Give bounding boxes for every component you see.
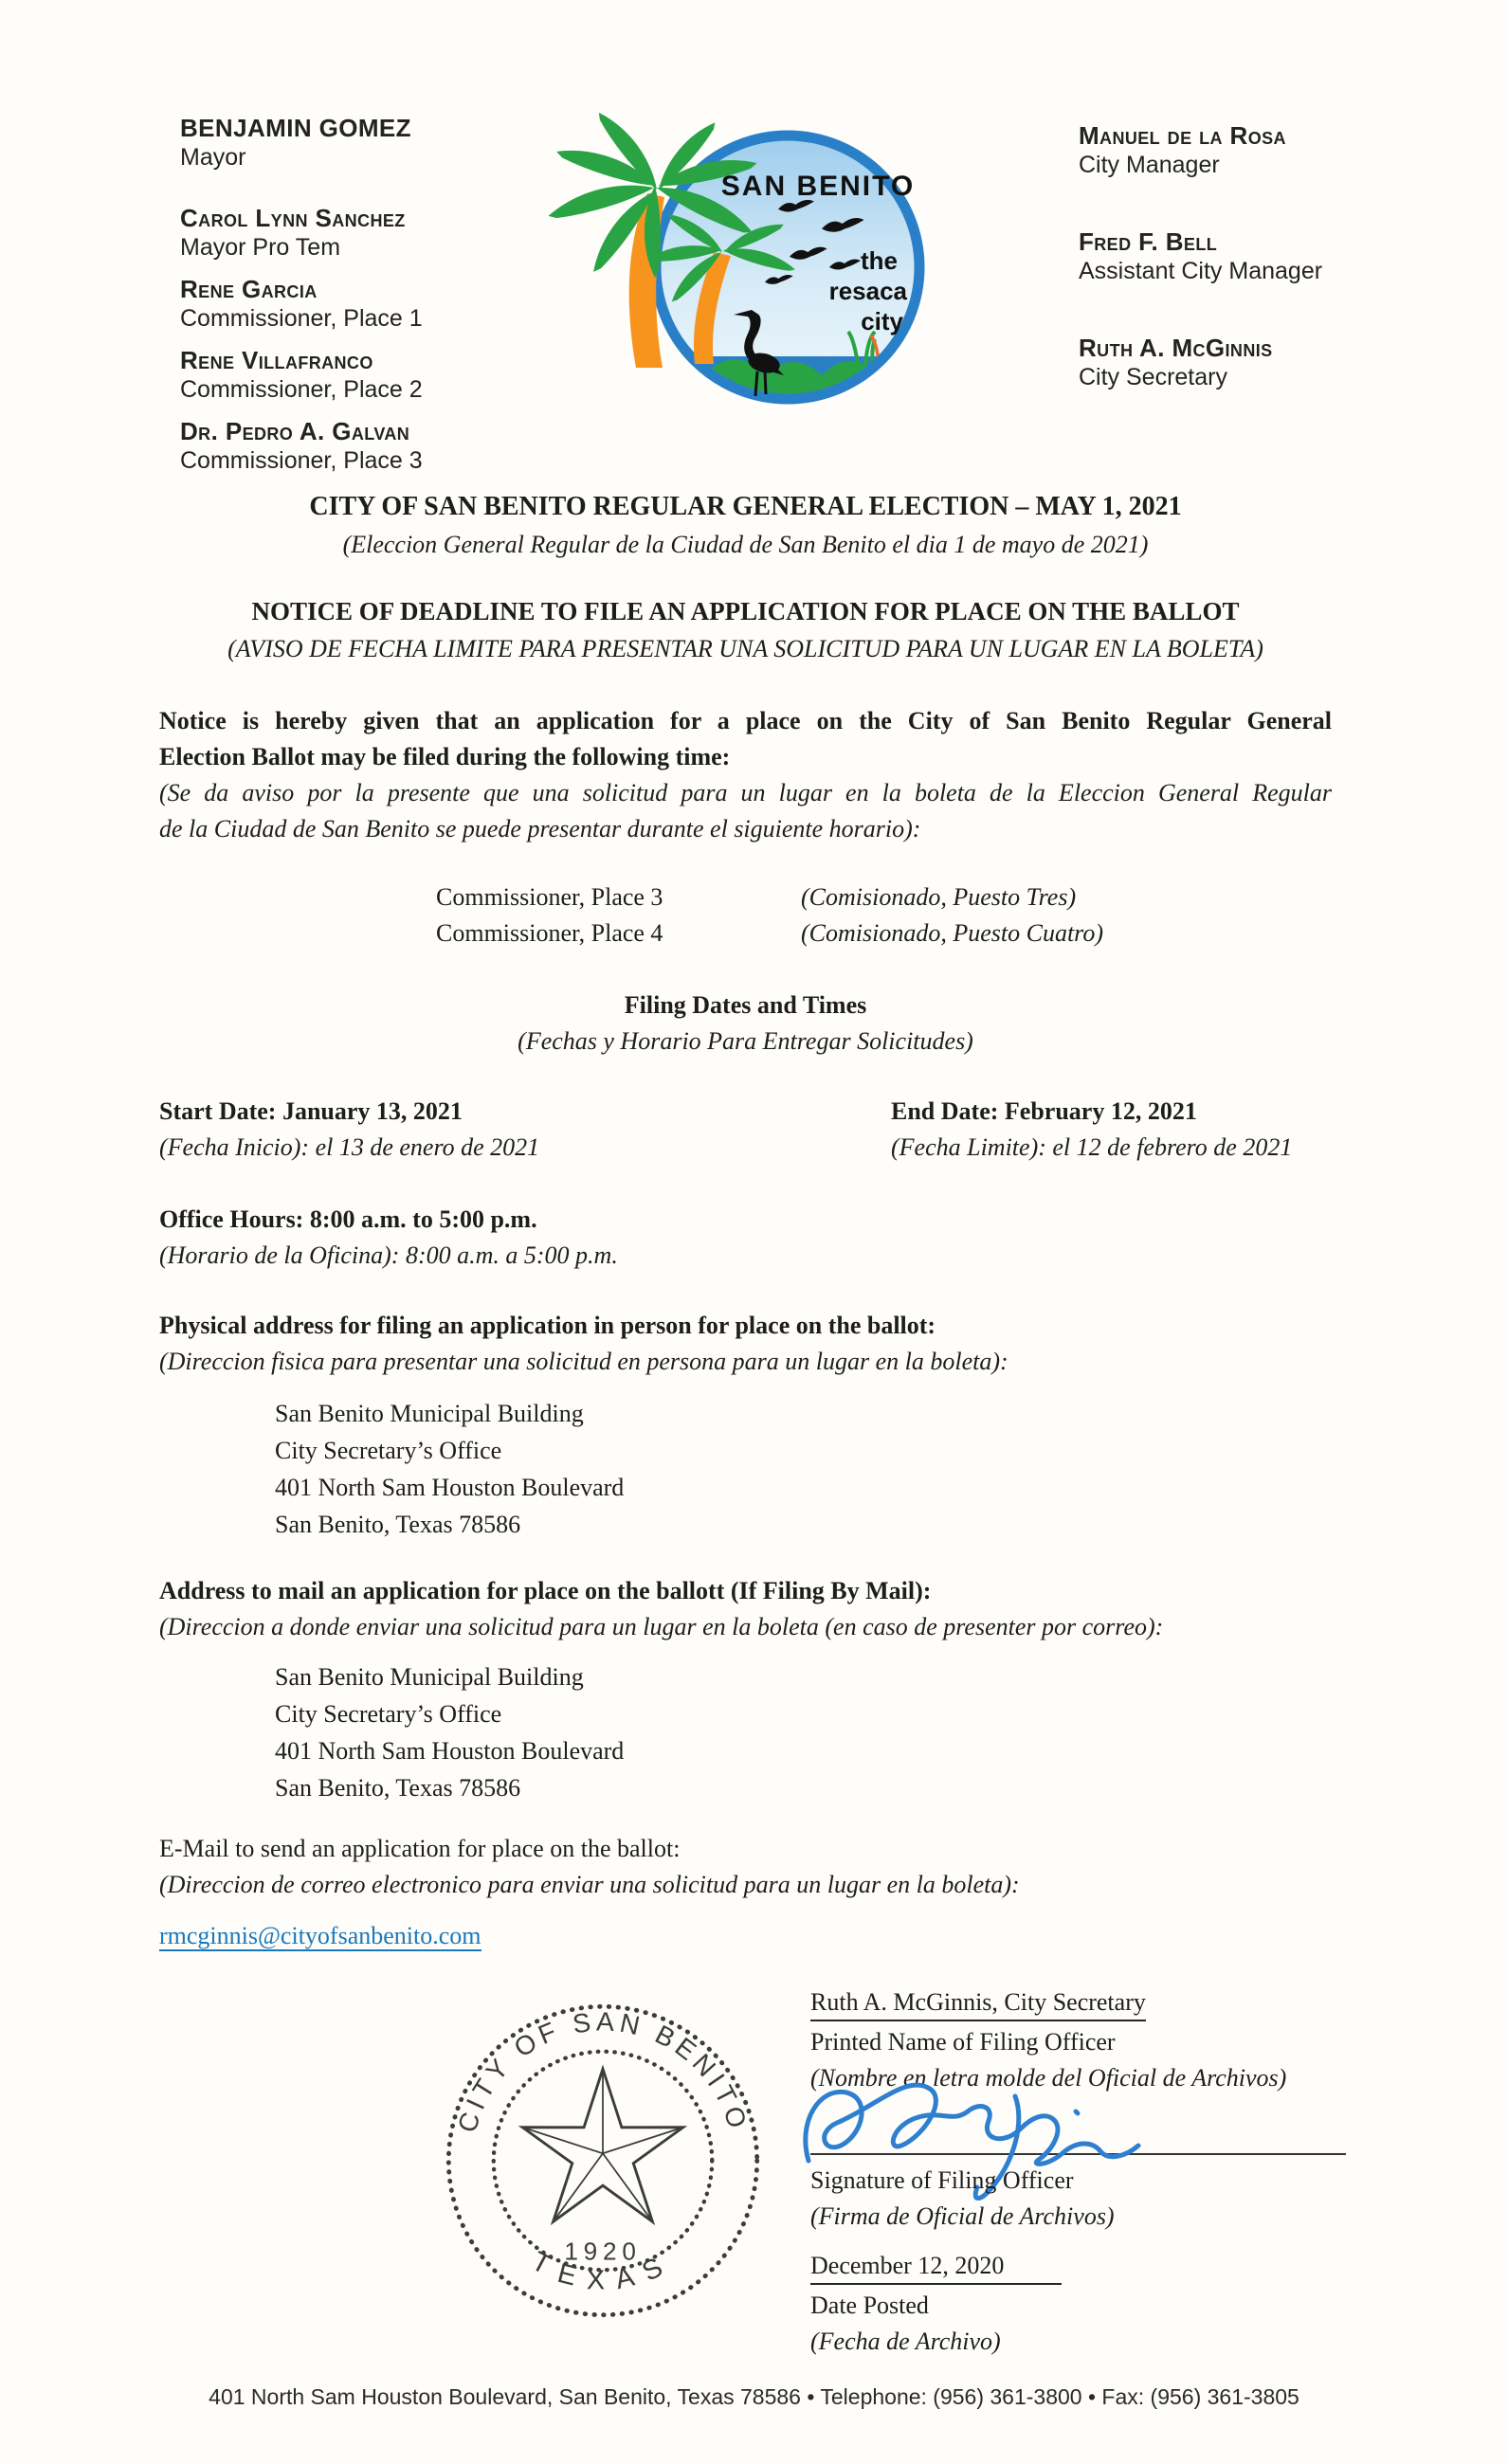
official-entry	[1079, 334, 1322, 392]
election-title: CITY OF SAN BENITO REGULAR GENERAL ELECTION – MAY 1, 2021	[309, 492, 1182, 521]
address-line: City Secretary’s Office	[275, 1700, 502, 1728]
address-line: San Benito Municipal Building	[275, 1400, 584, 1427]
officials-left	[180, 114, 423, 476]
notice-body-line: Election Ballot may be filed during the following time:	[159, 743, 731, 770]
official-name: Dr. Pedro A. Galvan	[180, 417, 410, 445]
filing-heading-es: (Fechas y Horario Para Entregar Solicitudes)	[518, 1027, 973, 1055]
end-date: End Date: February 12, 2021	[891, 1097, 1197, 1125]
deadline-title: NOTICE OF DEADLINE TO FILE AN APPLICATION FOR PLACE ON THE BALLOT	[251, 597, 1240, 625]
official-entry	[180, 417, 423, 476]
official-name: Ruth A. McGinnis	[1079, 334, 1273, 362]
city-seal	[428, 1986, 777, 2335]
position-row	[159, 883, 1332, 923]
dates-row-es	[159, 1133, 1332, 1163]
official-name: Carol Lynn Sanchez	[180, 204, 406, 232]
seal-top-text: CITY OF SAN BENITO	[451, 2006, 754, 2136]
address-line: San Benito, Texas 78586	[275, 1511, 521, 1538]
physical-heading-es: (Direccion fisica para presentar una solicitud en persona para un lugar en la boleta):	[159, 1348, 1008, 1375]
dates-row	[159, 1097, 1332, 1127]
mail-heading-es: (Direccion a donde enviar una solicitud para un lugar en la boleta (en caso de presenter por correo):	[159, 1613, 1164, 1640]
position-es: (Comisionado, Puesto Tres)	[801, 883, 1077, 911]
start-date-es: (Fecha Inicio): el 13 de enero de 2021	[159, 1133, 540, 1161]
printed-name-label-es: (Nombre en letra molde del Oficial de Archivos)	[810, 2064, 1287, 2092]
official-title: Commissioner, Place 2	[180, 376, 423, 403]
signature-label: Signature of Filing Officer	[810, 2166, 1074, 2194]
official-name: BENJAMIN GOMEZ	[180, 114, 411, 142]
official-entry	[180, 204, 423, 263]
official-title: City Secretary	[1079, 364, 1227, 390]
official-entry	[1079, 121, 1322, 180]
email-link[interactable]: rmcginnis@cityofsanbenito.com	[159, 1922, 481, 1949]
office-hours: Office Hours: 8:00 a.m. to 5:00 p.m.	[159, 1205, 537, 1233]
printed-name-label: Printed Name of Filing Officer	[810, 2028, 1116, 2056]
physical-heading: Physical address for filing an application in person for place on the ballot:	[159, 1312, 936, 1339]
date-posted-label-es: (Fecha de Archivo)	[810, 2328, 1001, 2355]
position-en: Commissioner, Place 4	[436, 919, 663, 947]
position-row	[159, 919, 1332, 959]
official-title: Mayor Pro Tem	[180, 234, 341, 261]
footer-contact: 401 North Sam Houston Boulevard, San Benito, Texas 78586 • Telephone: (956) 361-3800 • Fax: (956) 361-3805	[209, 2384, 1299, 2409]
date-posted-label: Date Posted	[810, 2292, 929, 2319]
official-title: Mayor	[180, 144, 246, 171]
official-title: Commissioner, Place 1	[180, 305, 423, 332]
address-line: 401 North Sam Houston Boulevard	[275, 1474, 625, 1501]
deadline-title-es: (AVISO DE FECHA LIMITE PARA PRESENTAR UNA SOLICITUD PARA UN LUGAR EN LA BOLETA)	[227, 635, 1263, 662]
filing-heading: Filing Dates and Times	[624, 991, 867, 1019]
signature-label-es: (Firma de Oficial de Archivos)	[810, 2202, 1115, 2230]
official-entry	[1079, 227, 1322, 286]
physical-address	[159, 1395, 1447, 1543]
official-name: Manuel de la Rosa	[1079, 121, 1286, 150]
city-logo	[545, 63, 934, 451]
official-title: City Manager	[1079, 152, 1220, 178]
official-entry	[180, 275, 423, 334]
seal-star	[522, 2069, 682, 2221]
start-date: Start Date: January 13, 2021	[159, 1097, 463, 1125]
address-line: 401 North Sam Houston Boulevard	[275, 1737, 625, 1765]
position-es: (Comisionado, Puesto Cuatro)	[801, 919, 1103, 947]
seal-year: 1920	[564, 2237, 642, 2266]
position-en: Commissioner, Place 3	[436, 883, 663, 911]
mail-address	[159, 1658, 1447, 1806]
logo-tagline-line: city	[861, 307, 903, 335]
election-title-es: (Eleccion General Regular de la Ciudad de San Benito el dia 1 de mayo de 2021)	[342, 531, 1149, 558]
office-hours-es: (Horario de la Oficina): 8:00 a.m. a 5:00 p.m.	[159, 1241, 618, 1269]
officials-right	[1079, 121, 1322, 392]
official-entry	[180, 114, 423, 172]
notice-body-line-es: (Se da aviso por la presente que una solicitud para un lugar en la boleta de la Eleccion General Regular	[159, 779, 1332, 806]
official-name: Fred F. Bell	[1079, 227, 1218, 256]
official-title: Assistant City Manager	[1079, 258, 1323, 284]
notice-body-line: Notice is hereby given that an application for a place on the City of San Benito Regular General	[159, 707, 1332, 734]
address-line: City Secretary’s Office	[275, 1437, 502, 1464]
notice-body-line-es: de la Ciudad de San Benito se puede presentar durante el siguiente horario):	[159, 815, 921, 842]
date-posted: December 12, 2020	[810, 2252, 1379, 2285]
official-name: Rene Villafranco	[180, 346, 373, 374]
address-line: San Benito Municipal Building	[275, 1663, 584, 1691]
logo-tagline-line: the	[861, 246, 898, 275]
mail-heading: Address to mail an application for place on the ballott (If Filing By Mail):	[159, 1577, 932, 1604]
official-name: Rene Garcia	[180, 275, 318, 303]
address-line: San Benito, Texas 78586	[275, 1774, 521, 1802]
seal-bottom-text: TEXAS	[526, 2246, 680, 2296]
official-title: Commissioner, Place 3	[180, 447, 423, 474]
email-heading-es: (Direccion de correo electronico para enviar una solicitud para un lugar en la boleta):	[159, 1871, 1020, 1898]
logo-city-name: SAN BENITO	[720, 171, 916, 202]
printed-name: Ruth A. McGinnis, City Secretary	[810, 1988, 1379, 2021]
email-heading: E-Mail to send an application for place on the ballot:	[159, 1835, 681, 1862]
logo-tagline-line: resaca	[828, 277, 907, 305]
official-entry	[180, 346, 423, 405]
end-date-es: (Fecha Limite): el 12 de febrero de 2021	[891, 1133, 1293, 1161]
